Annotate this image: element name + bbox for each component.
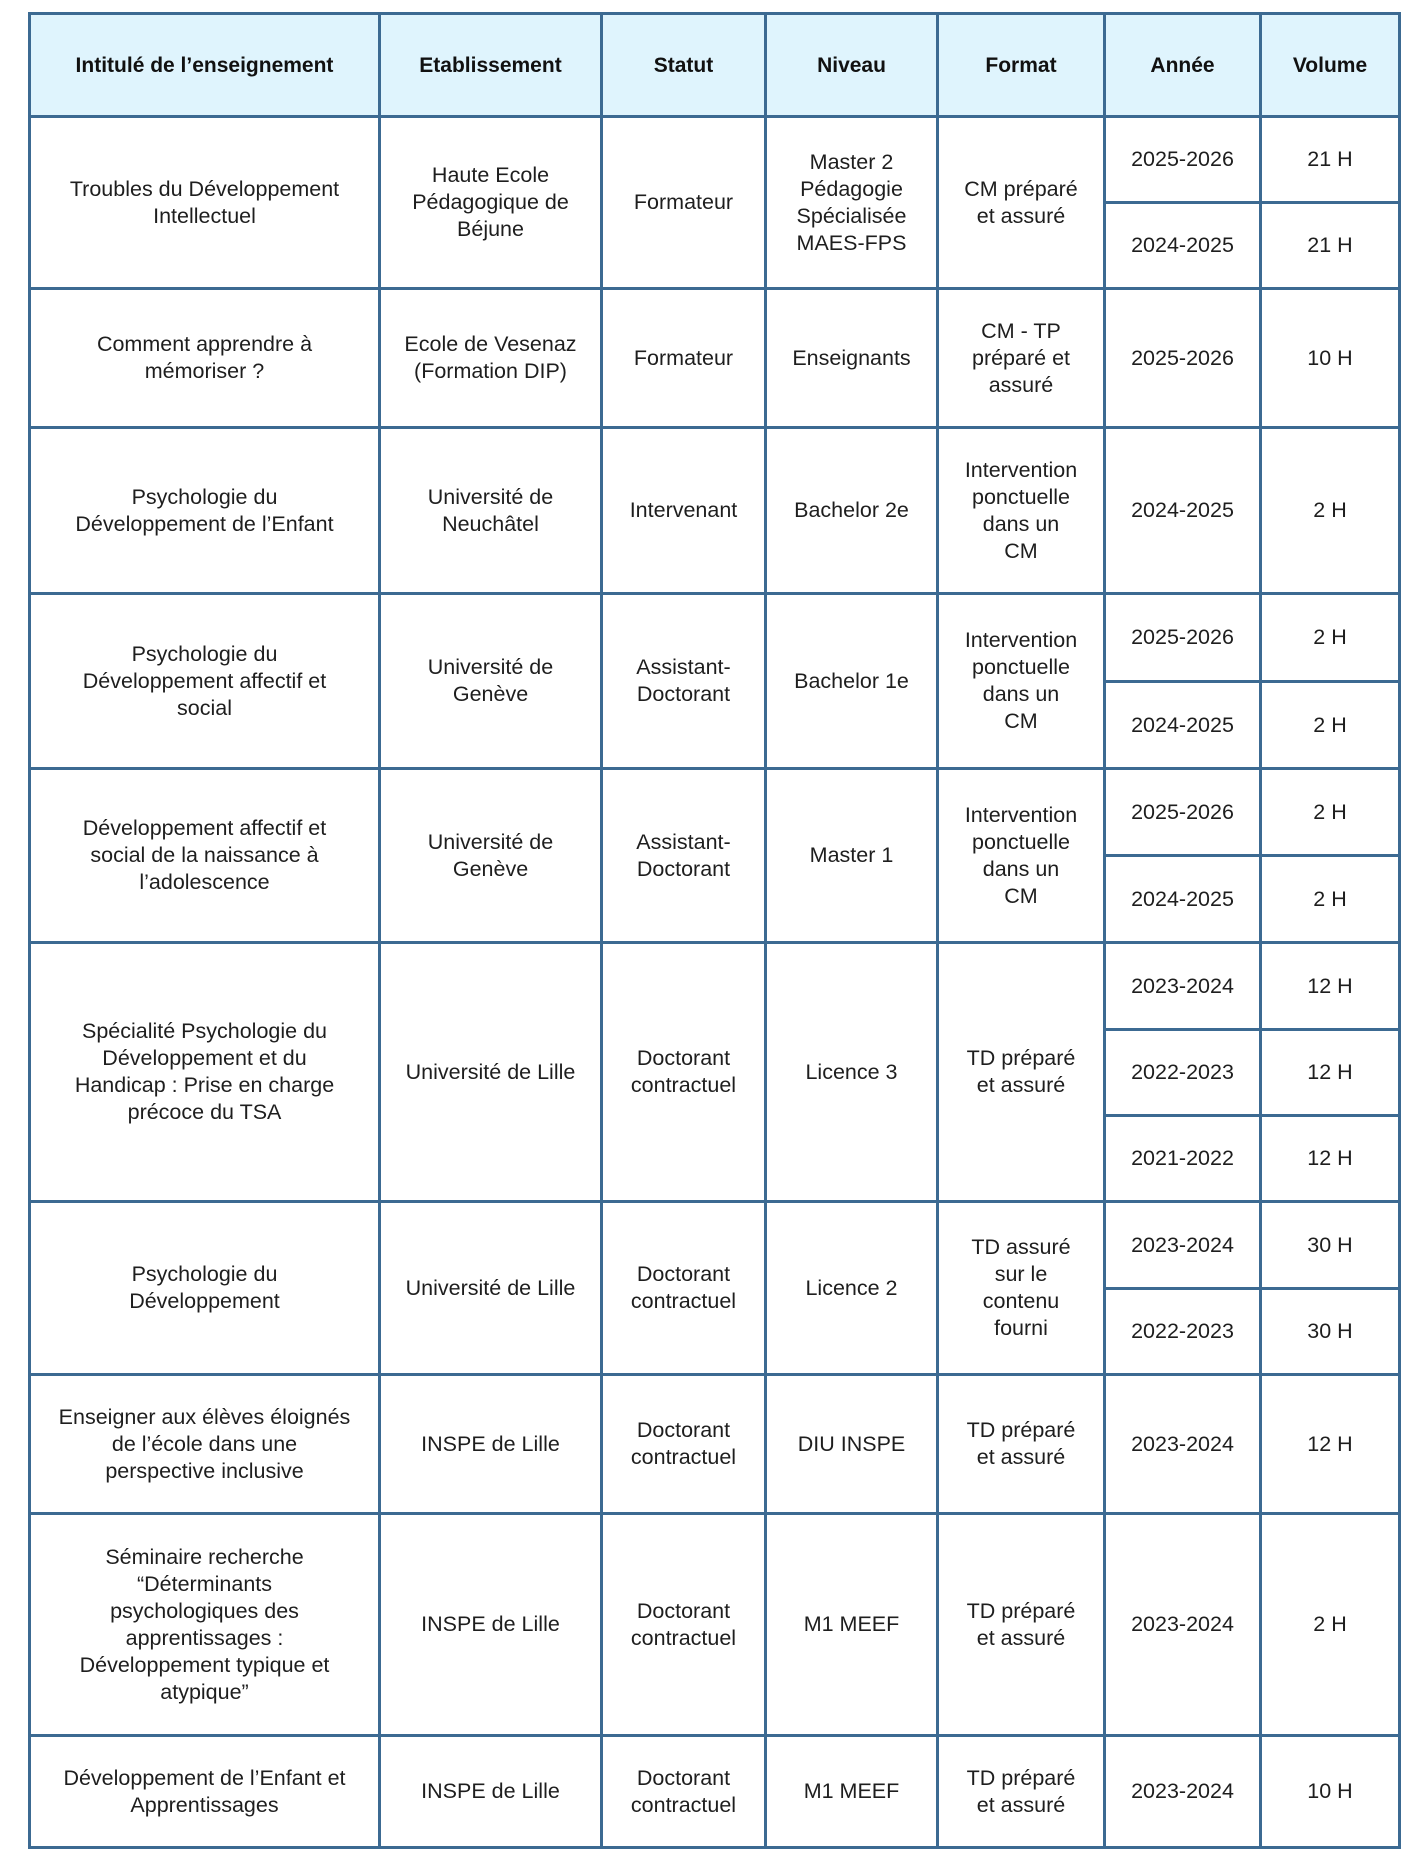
cell-format: Intervention ponctuelle dans un CM	[938, 594, 1105, 769]
cell-volume: 12 H	[1261, 943, 1400, 1030]
cell-intitule: Psychologie du Développement	[30, 1202, 380, 1375]
cell-annee: 2023-2024	[1105, 943, 1261, 1030]
cell-statut: Doctorant contractuel	[602, 1375, 766, 1514]
cell-annee: 2025-2026	[1105, 117, 1261, 203]
cell-etablissement: Université de Genève	[380, 769, 602, 943]
cell-volume: 2 H	[1261, 769, 1400, 856]
cell-annee: 2022-2023	[1105, 1030, 1261, 1116]
table-row	[30, 594, 1400, 682]
header-volume: Volume	[1261, 14, 1400, 117]
cell-statut: Doctorant contractuel	[602, 1736, 766, 1848]
cell-annee: 2023-2024	[1105, 1736, 1261, 1848]
cell-annee: 2025-2026	[1105, 289, 1261, 428]
cell-etablissement: INSPE de Lille	[380, 1375, 602, 1514]
header-niveau: Niveau	[766, 14, 938, 117]
table-body	[30, 117, 1400, 1848]
cell-niveau: Licence 3	[766, 943, 938, 1202]
table-row	[30, 289, 1400, 428]
cell-volume: 2 H	[1261, 428, 1400, 594]
cell-annee: 2025-2026	[1105, 769, 1261, 856]
cell-etablissement: Université de Neuchâtel	[380, 428, 602, 594]
cell-statut: Doctorant contractuel	[602, 943, 766, 1202]
table-row	[30, 1202, 1400, 1289]
cell-annee: 2023-2024	[1105, 1375, 1261, 1514]
header-statut: Statut	[602, 14, 766, 117]
cell-niveau: Bachelor 2e	[766, 428, 938, 594]
header-intitule: Intitulé de l’enseignement	[30, 14, 380, 117]
cell-annee: 2024-2025	[1105, 856, 1261, 943]
cell-volume: 2 H	[1261, 1514, 1400, 1736]
cell-niveau: Master 1	[766, 769, 938, 943]
cell-annee: 2024-2025	[1105, 428, 1261, 594]
cell-volume: 10 H	[1261, 289, 1400, 428]
cell-annee: 2023-2024	[1105, 1514, 1261, 1736]
header-format: Format	[938, 14, 1105, 117]
cell-volume: 30 H	[1261, 1289, 1400, 1375]
cell-annee: 2025-2026	[1105, 594, 1261, 682]
cell-statut: Assistant- Doctorant	[602, 594, 766, 769]
cell-volume: 10 H	[1261, 1736, 1400, 1848]
cell-statut: Doctorant contractuel	[602, 1514, 766, 1736]
header-row	[30, 14, 1400, 117]
teaching-table	[28, 12, 1401, 1849]
cell-niveau: M1 MEEF	[766, 1514, 938, 1736]
table-row	[30, 117, 1400, 203]
cell-etablissement: Ecole de Vesenaz (Formation DIP)	[380, 289, 602, 428]
cell-intitule: Spécialité Psychologie du Développement et du Handicap : Prise en charge précoce du TSA	[30, 943, 380, 1202]
cell-etablissement: INSPE de Lille	[380, 1514, 602, 1736]
cell-format: Intervention ponctuelle dans un CM	[938, 428, 1105, 594]
cell-intitule: Troubles du Développement Intellectuel	[30, 117, 380, 289]
cell-statut: Doctorant contractuel	[602, 1202, 766, 1375]
cell-volume: 2 H	[1261, 856, 1400, 943]
cell-annee: 2024-2025	[1105, 682, 1261, 769]
cell-volume: 12 H	[1261, 1116, 1400, 1202]
cell-format: Intervention ponctuelle dans un CM	[938, 769, 1105, 943]
cell-format: CM préparé et assuré	[938, 117, 1105, 289]
cell-intitule: Développement affectif et social de la naissance à l’adolescence	[30, 769, 380, 943]
cell-volume: 21 H	[1261, 203, 1400, 289]
cell-intitule: Psychologie du Développement affectif et social	[30, 594, 380, 769]
cell-niveau: Licence 2	[766, 1202, 938, 1375]
cell-intitule: Développement de l’Enfant et Apprentissages	[30, 1736, 380, 1848]
cell-niveau: DIU INSPE	[766, 1375, 938, 1514]
table-row	[30, 428, 1400, 594]
cell-volume: 21 H	[1261, 117, 1400, 203]
header-etablissement: Etablissement	[380, 14, 602, 117]
cell-format: TD préparé et assuré	[938, 943, 1105, 1202]
cell-etablissement: INSPE de Lille	[380, 1736, 602, 1848]
cell-niveau: Enseignants	[766, 289, 938, 428]
cell-annee: 2023-2024	[1105, 1202, 1261, 1289]
cell-etablissement: Université de Lille	[380, 943, 602, 1202]
table-row	[30, 1514, 1400, 1736]
cell-volume: 2 H	[1261, 682, 1400, 769]
header-annee: Année	[1105, 14, 1261, 117]
cell-etablissement: Université de Lille	[380, 1202, 602, 1375]
table-row	[30, 769, 1400, 856]
cell-intitule: Comment apprendre à mémoriser ?	[30, 289, 380, 428]
table-row	[30, 943, 1400, 1030]
cell-annee: 2022-2023	[1105, 1289, 1261, 1375]
cell-annee: 2021-2022	[1105, 1116, 1261, 1202]
cell-format: TD assuré sur le contenu fourni	[938, 1202, 1105, 1375]
cell-intitule: Séminaire recherche “Déterminants psychologiques des apprentissages : Développement typique et atypique”	[30, 1514, 380, 1736]
cell-intitule: Psychologie du Développement de l’Enfant	[30, 428, 380, 594]
cell-volume: 30 H	[1261, 1202, 1400, 1289]
cell-volume: 12 H	[1261, 1375, 1400, 1514]
table-row	[30, 1375, 1400, 1514]
cell-statut: Formateur	[602, 117, 766, 289]
cell-volume: 12 H	[1261, 1030, 1400, 1116]
cell-format: CM - TP préparé et assuré	[938, 289, 1105, 428]
cell-statut: Intervenant	[602, 428, 766, 594]
cell-format: TD préparé et assuré	[938, 1514, 1105, 1736]
cell-etablissement: Haute Ecole Pédagogique de Béjune	[380, 117, 602, 289]
cell-niveau: M1 MEEF	[766, 1736, 938, 1848]
cell-annee: 2024-2025	[1105, 203, 1261, 289]
table-row	[30, 1736, 1400, 1848]
cell-volume: 2 H	[1261, 594, 1400, 682]
cell-niveau: Bachelor 1e	[766, 594, 938, 769]
cell-format: TD préparé et assuré	[938, 1375, 1105, 1514]
cell-statut: Assistant- Doctorant	[602, 769, 766, 943]
cell-etablissement: Université de Genève	[380, 594, 602, 769]
cell-intitule: Enseigner aux élèves éloignés de l’école dans une perspective inclusive	[30, 1375, 380, 1514]
cell-statut: Formateur	[602, 289, 766, 428]
cell-format: TD préparé et assuré	[938, 1736, 1105, 1848]
cell-niveau: Master 2 Pédagogie Spécialisée MAES-FPS	[766, 117, 938, 289]
